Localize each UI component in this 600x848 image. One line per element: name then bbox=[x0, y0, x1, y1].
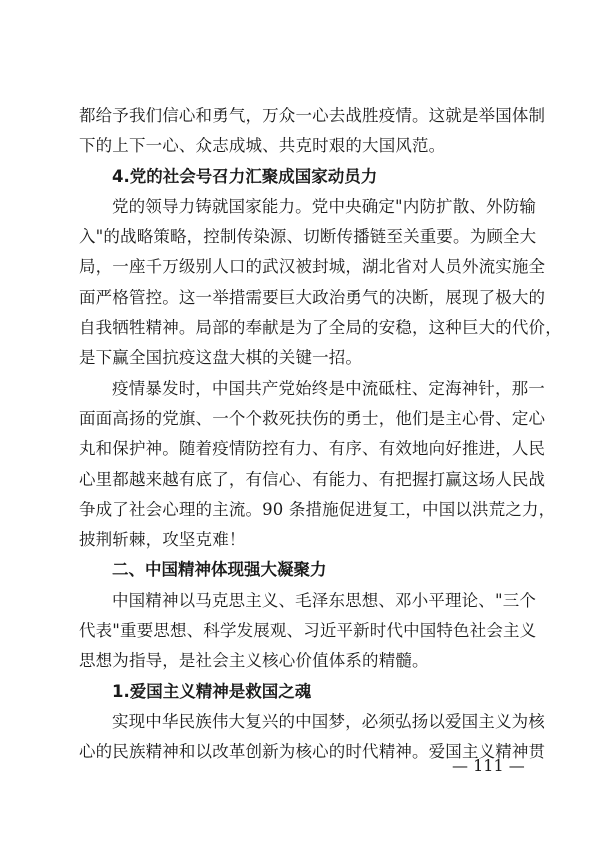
body-line: 心里都越来越有底了，有信心、有能力、有把握打赢这场人民战 bbox=[79, 469, 546, 489]
body-line: 是下赢全国抗疫这盘大棋的关键一招。 bbox=[79, 348, 363, 368]
body-line: 中国精神以马克思主义、毛泽东思想、邓小平理论、"三个 bbox=[112, 590, 536, 610]
body-line: 下的上下一心、众志成城、共克时艰的大国风范。 bbox=[79, 136, 446, 156]
body-line: 面面高扬的党旗、一个个救死扶伤的勇士，他们是主心骨、定心 bbox=[79, 408, 546, 428]
section-heading: 4.党的社会号召力汇聚成国家动员力 bbox=[112, 166, 378, 186]
page-number: — 111 — bbox=[452, 756, 525, 775]
body-line: 局，一座千万级别人口的武汉被封城，湖北省对人员外流实施全 bbox=[79, 257, 546, 277]
body-line: 披荆斩棘，攻坚克难！ bbox=[79, 530, 246, 550]
body-line: 思想为指导，是社会主义核心价值体系的精髓。 bbox=[79, 651, 429, 671]
body-line: 党的领导力铸就国家能力。党中央确定"内防扩散、外防输 bbox=[112, 196, 536, 216]
body-line: 入"的战略策略，控制传染源、切断传播链至关重要。为顾全大 bbox=[79, 227, 537, 247]
document-body bbox=[79, 101, 562, 768]
chapter-heading: 二、中国精神体现强大凝聚力 bbox=[112, 560, 327, 580]
body-line: 丸和保护神。随着疫情防控有力、有序、有效地向好推进，人民 bbox=[79, 439, 546, 459]
body-line: 代表"重要思想、科学发展观、习近平新时代中国特色社会主义 bbox=[79, 621, 537, 641]
section-heading: 1.爱国主义精神是救国之魂 bbox=[112, 681, 312, 701]
body-line: 都给予我们信心和勇气，万众一心去战胜疫情。这就是举国体制 bbox=[79, 106, 546, 125]
body-line: 争成了社会心理的主流。90 条措施促进复工，中国以洪荒之力， bbox=[79, 499, 556, 519]
body-line: 面严格管控。这一举措需要巨大政治勇气的决断，展现了极大的 bbox=[79, 287, 546, 307]
body-line: 心的民族精神和以改革创新为核心的时代精神。爱国主义精神贯 bbox=[79, 742, 546, 762]
body-line: 自我牺牲精神。局部的奉献是为了全局的安稳，这种巨大的代价， bbox=[79, 318, 562, 338]
body-line: 疫情暴发时，中国共产党始终是中流砥柱、定海神针，那一 bbox=[112, 378, 545, 398]
body-line: 实现中华民族伟大复兴的中国梦，必须弘扬以爱国主义为核 bbox=[112, 711, 545, 731]
